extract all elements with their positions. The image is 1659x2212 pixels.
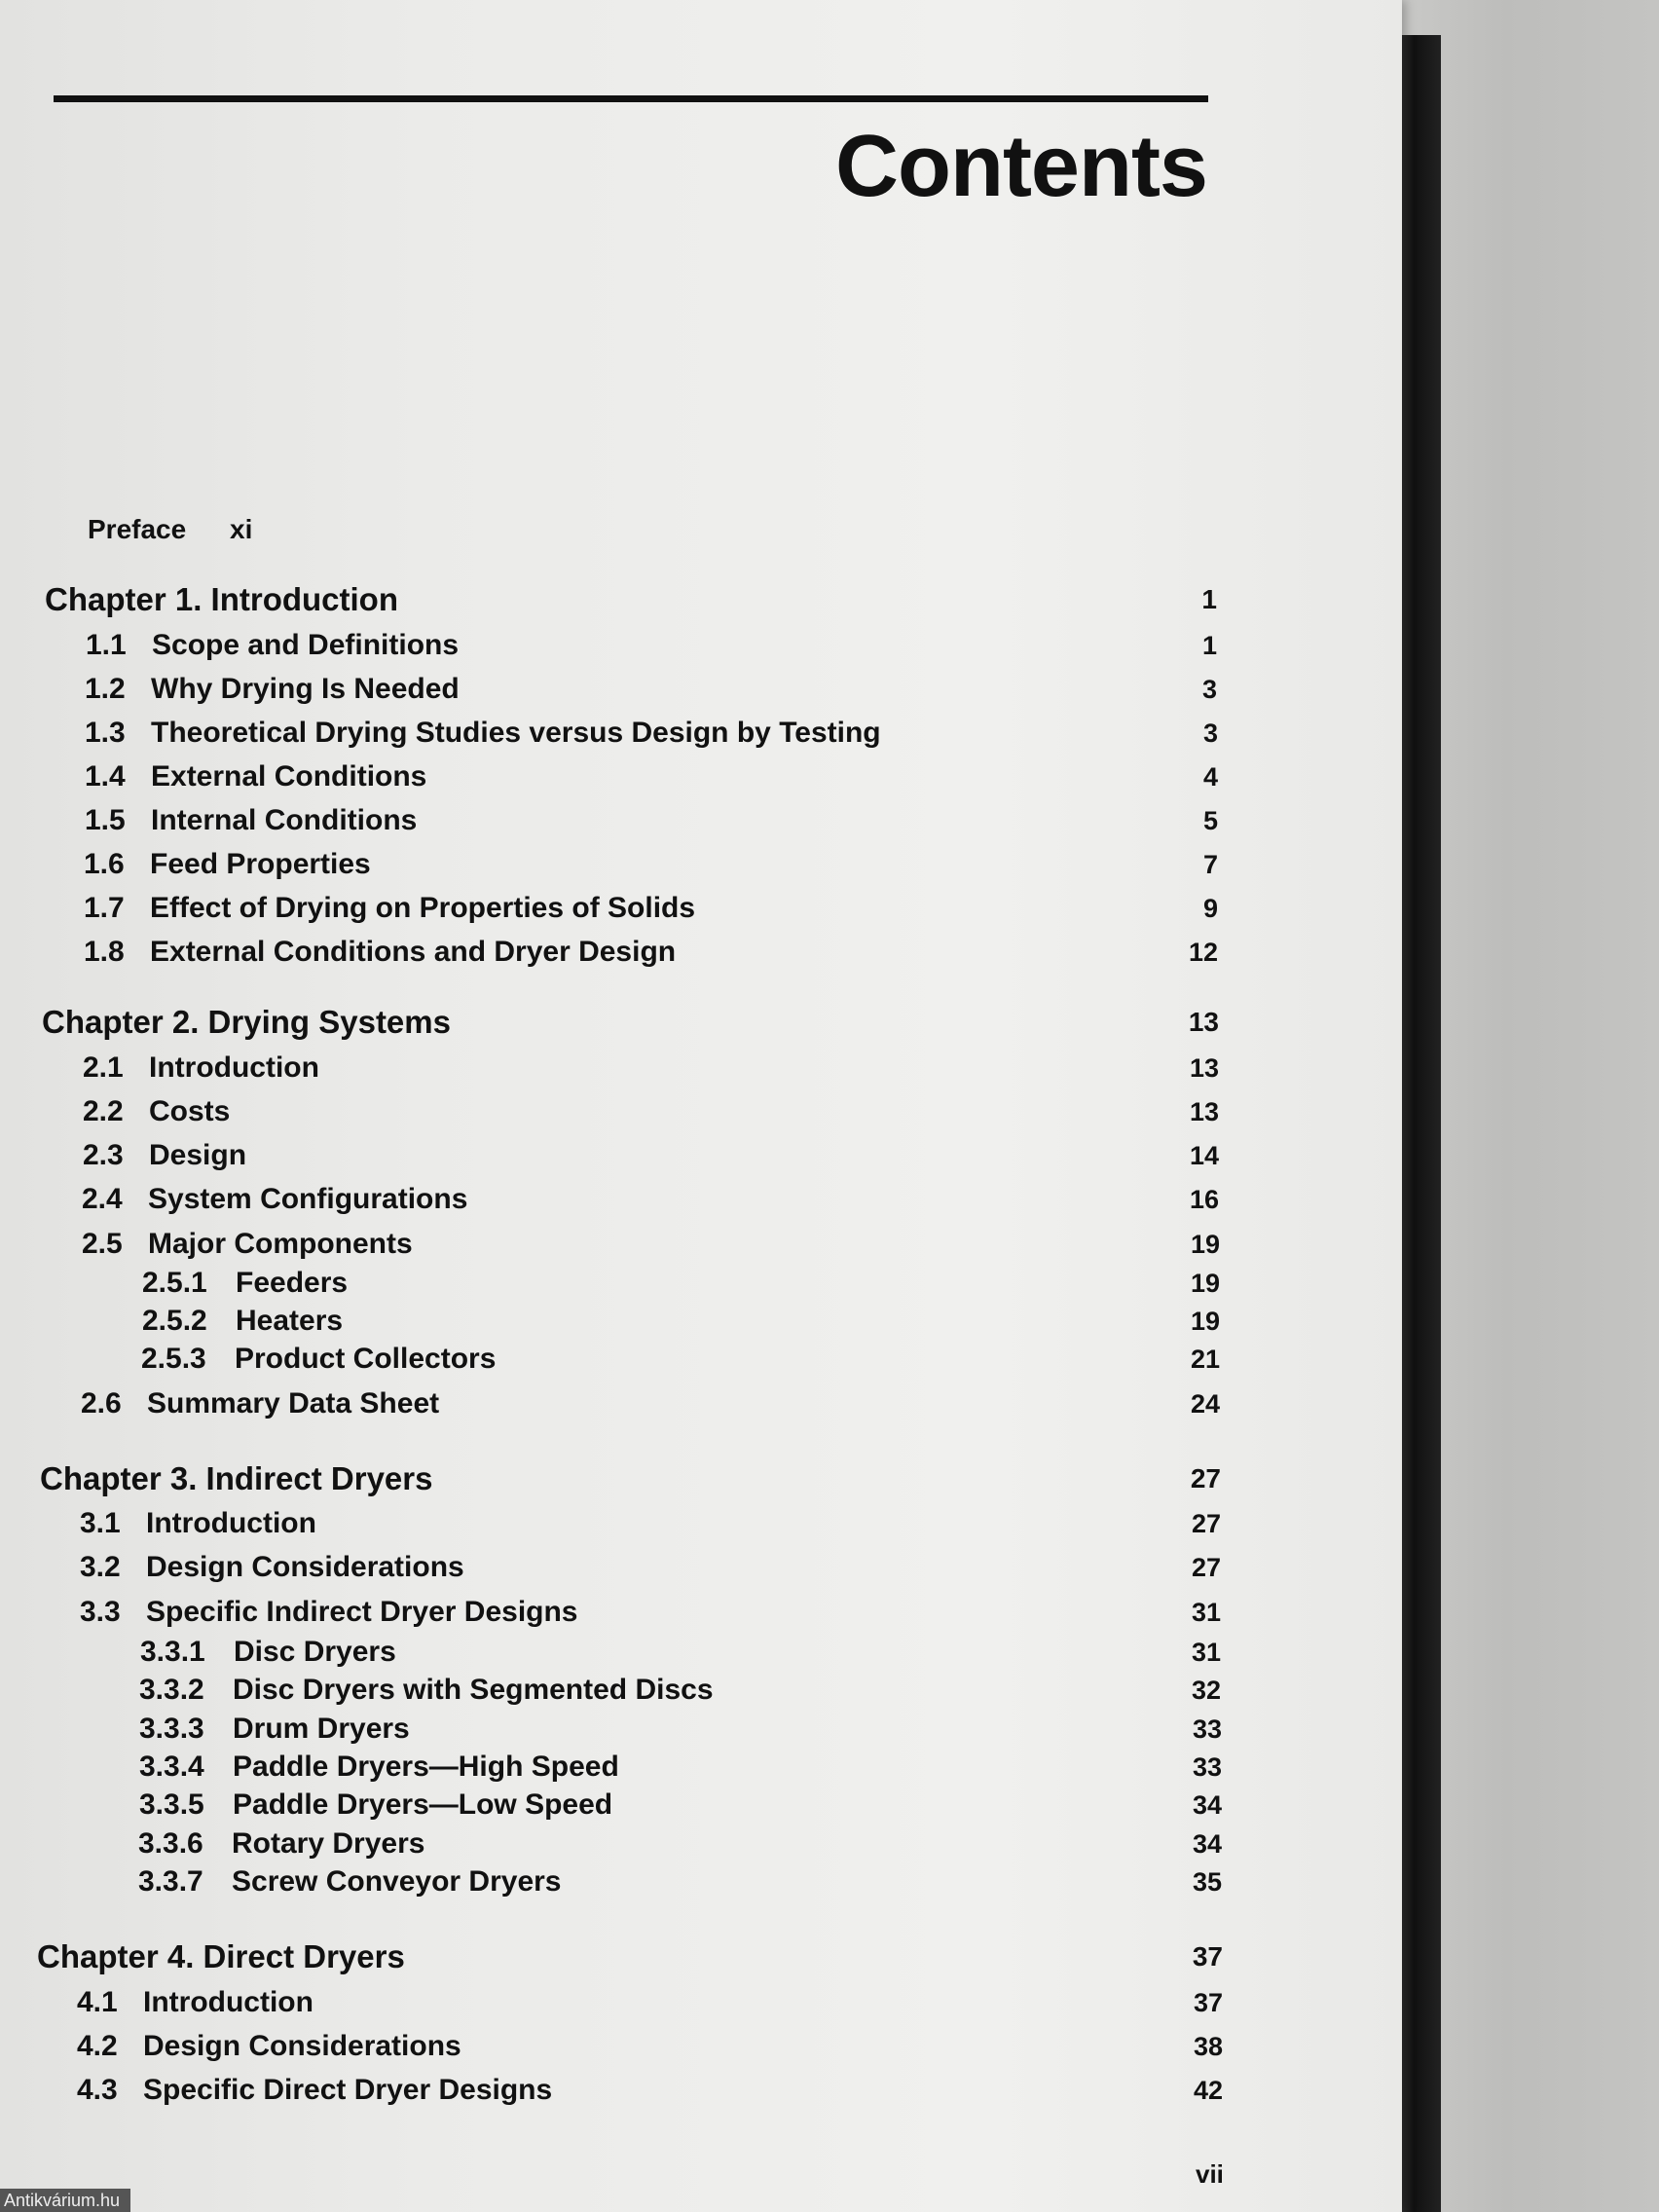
toc-section-entry[interactable] xyxy=(0,2071,1236,2110)
chapter-heading[interactable] xyxy=(0,1459,1236,1498)
chapter-title: Chapter 2. Drying Systems xyxy=(42,1004,451,1040)
toc-subsection-entry[interactable] xyxy=(0,1340,1236,1379)
entry-number: 3.3.4 xyxy=(139,1751,204,1783)
toc-section-entry[interactable] xyxy=(0,1504,1236,1543)
header-rule xyxy=(54,95,1208,102)
entry-number: 2.3 xyxy=(83,1139,124,1171)
entry-title: Internal Conditions xyxy=(151,804,418,836)
toc-section-entry[interactable] xyxy=(0,1384,1236,1423)
entry-title: External Conditions xyxy=(151,760,427,793)
entry-title: Specific Indirect Dryer Designs xyxy=(146,1596,578,1628)
entry-title: Heaters xyxy=(236,1305,344,1337)
watermark: Antikvárium.hu xyxy=(0,2189,130,2212)
toc-subsection-entry[interactable] xyxy=(0,1710,1236,1749)
toc-section-entry[interactable] xyxy=(0,2027,1236,2066)
chapter-heading[interactable] xyxy=(0,1003,1236,1042)
entry-title: Feed Properties xyxy=(150,848,371,880)
entry-number: 3.1 xyxy=(80,1507,121,1539)
entry-number: 2.5 xyxy=(82,1228,123,1260)
entry-title: Theoretical Drying Studies versus Design by Testing xyxy=(151,717,881,749)
toc-section-entry[interactable] xyxy=(0,626,1236,665)
page-title: Contents xyxy=(835,118,1207,215)
entry-number: 2.5.2 xyxy=(142,1305,207,1337)
entry-page-number: 27 xyxy=(1190,1463,1221,1493)
entry-number: 4.1 xyxy=(77,1986,118,2018)
entry-page-number: 27 xyxy=(1191,1509,1221,1538)
entry-title: External Conditions and Dryer Design xyxy=(150,936,677,968)
entry-number: 1.4 xyxy=(85,760,126,793)
toc-subsection-entry[interactable] xyxy=(0,1671,1236,1710)
entry-title: Disc Dryers xyxy=(234,1636,396,1668)
entry-title: Paddle Dryers—Low Speed xyxy=(233,1788,613,1821)
entry-page-number: 13 xyxy=(1189,1097,1219,1126)
entry-number: 3.3.6 xyxy=(138,1827,203,1860)
entry-page-number: 32 xyxy=(1191,1676,1221,1705)
entry-page-number: 37 xyxy=(1193,1988,1223,2017)
entry-title: Screw Conveyor Dryers xyxy=(232,1865,562,1898)
entry-page-number: 19 xyxy=(1190,1307,1220,1336)
toc-section-entry[interactable] xyxy=(0,1180,1236,1219)
entry-number: 3.2 xyxy=(80,1551,121,1583)
toc-section-entry[interactable] xyxy=(0,1593,1236,1632)
entry-title: Introduction xyxy=(146,1507,316,1539)
entry-number: 4.2 xyxy=(77,2030,118,2062)
entry-title: Paddle Dryers—High Speed xyxy=(233,1751,619,1783)
toc-subsection-entry[interactable] xyxy=(0,1862,1236,1901)
entry-title: Introduction xyxy=(149,1051,319,1084)
toc-subsection-entry[interactable] xyxy=(0,1748,1236,1787)
chapter-title: Chapter 4. Direct Dryers xyxy=(37,1938,405,1974)
entry-page-number: 16 xyxy=(1189,1185,1219,1214)
page-folio: vii xyxy=(1196,2159,1224,2189)
entry-page-number: 7 xyxy=(1202,850,1218,879)
entry-title: Costs xyxy=(149,1095,231,1127)
entry-page-number: 37 xyxy=(1192,1941,1223,1972)
toc-subsection-entry[interactable] xyxy=(0,1825,1236,1863)
entry-number: 1.5 xyxy=(85,804,126,836)
entry-page-number: 14 xyxy=(1189,1141,1219,1170)
entry-number: 1.3 xyxy=(85,717,126,749)
toc-section-entry[interactable] xyxy=(0,845,1236,884)
entry-page-number: 4 xyxy=(1202,762,1218,792)
entry-title: Summary Data Sheet xyxy=(147,1387,440,1419)
entry-page-number: 19 xyxy=(1190,1230,1220,1259)
entry-page-number: 42 xyxy=(1193,2076,1223,2105)
entry-page-number: 13 xyxy=(1189,1053,1219,1083)
entry-number: 3.3.5 xyxy=(139,1788,204,1821)
entry-title: Feeders xyxy=(236,1267,349,1299)
entry-title: System Configurations xyxy=(148,1183,468,1215)
entry-page-number: 34 xyxy=(1192,1829,1222,1859)
entry-page-number: 3 xyxy=(1201,675,1217,704)
toc-section-entry[interactable] xyxy=(0,714,1236,753)
toc-section-entry[interactable] xyxy=(0,670,1236,709)
entry-title: Drum Dryers xyxy=(233,1713,410,1745)
entry-page-number: 1 xyxy=(1201,631,1217,660)
chapter-heading[interactable] xyxy=(0,580,1236,619)
entry-page-number: 35 xyxy=(1192,1867,1222,1897)
preface-page: xi xyxy=(230,514,253,544)
entry-page-number: 13 xyxy=(1188,1007,1219,1037)
entry-title: Why Drying Is Needed xyxy=(151,673,460,705)
entry-number: 3.3.7 xyxy=(138,1865,203,1898)
entry-title: Rotary Dryers xyxy=(232,1827,425,1860)
chapter-title: Chapter 1. Introduction xyxy=(45,581,398,617)
entry-page-number: 21 xyxy=(1190,1345,1220,1374)
preface-entry[interactable] xyxy=(0,510,1236,549)
entry-page-number: 5 xyxy=(1202,806,1218,835)
entry-number: 3.3.3 xyxy=(139,1713,204,1745)
entry-number: 2.4 xyxy=(82,1183,123,1215)
toc-section-entry[interactable] xyxy=(0,1136,1236,1175)
entry-page-number: 1 xyxy=(1201,584,1217,614)
toc-section-entry[interactable] xyxy=(0,933,1236,972)
entry-number: 1.1 xyxy=(86,629,127,661)
toc-section-entry[interactable] xyxy=(0,1983,1236,2022)
entry-title: Design Considerations xyxy=(143,2030,461,2062)
entry-page-number: 12 xyxy=(1188,938,1218,967)
entry-title: Design Considerations xyxy=(146,1551,464,1583)
toc-section-entry[interactable] xyxy=(0,801,1236,840)
entry-number: 2.6 xyxy=(81,1387,122,1419)
entry-number: 2.5.3 xyxy=(141,1343,206,1375)
preface-label: Preface xyxy=(88,514,187,544)
entry-title: Scope and Definitions xyxy=(152,629,460,661)
entry-title: Disc Dryers with Segmented Discs xyxy=(233,1674,714,1706)
book-edge xyxy=(1396,35,1441,2212)
entry-number: 2.5.1 xyxy=(142,1267,207,1299)
toc-section-entry[interactable] xyxy=(0,757,1236,796)
entry-number: 3.3.2 xyxy=(139,1674,204,1706)
entry-page-number: 24 xyxy=(1190,1389,1220,1419)
toc-section-entry[interactable] xyxy=(0,1548,1236,1587)
entry-title: Effect of Drying on Properties of Solids xyxy=(150,892,696,924)
toc-subsection-entry[interactable] xyxy=(0,1786,1236,1825)
entry-number: 3.3.1 xyxy=(140,1636,205,1668)
entry-number: 1.7 xyxy=(84,892,125,924)
toc-subsection-entry[interactable] xyxy=(0,1302,1236,1341)
toc-section-entry[interactable] xyxy=(0,1225,1236,1264)
entry-page-number: 33 xyxy=(1192,1752,1222,1782)
entry-title: Design xyxy=(149,1139,247,1171)
entry-number: 2.1 xyxy=(83,1051,124,1084)
entry-title: Major Components xyxy=(148,1228,413,1260)
entry-page-number: 19 xyxy=(1190,1269,1220,1298)
entry-page-number: 38 xyxy=(1193,2032,1223,2061)
entry-number: 1.6 xyxy=(84,848,125,880)
entry-number: 2.2 xyxy=(83,1095,124,1127)
entry-page-number: 34 xyxy=(1192,1790,1222,1820)
toc-section-entry[interactable] xyxy=(0,1049,1236,1088)
entry-page-number: 3 xyxy=(1202,719,1218,748)
entry-page-number: 31 xyxy=(1191,1638,1221,1667)
toc-subsection-entry[interactable] xyxy=(0,1264,1236,1303)
entry-title: Product Collectors xyxy=(235,1343,497,1375)
chapter-heading[interactable] xyxy=(0,1937,1236,1976)
entry-page-number: 27 xyxy=(1191,1553,1221,1582)
entry-page-number: 9 xyxy=(1202,894,1218,923)
entry-number: 1.2 xyxy=(85,673,126,705)
entry-title: Introduction xyxy=(143,1986,313,2018)
entry-number: 4.3 xyxy=(77,2074,118,2106)
entry-title: Specific Direct Dryer Designs xyxy=(143,2074,553,2106)
chapter-title: Chapter 3. Indirect Dryers xyxy=(40,1460,433,1496)
entry-page-number: 31 xyxy=(1191,1598,1221,1627)
toc-subsection-entry[interactable] xyxy=(0,1633,1236,1672)
toc-section-entry[interactable] xyxy=(0,889,1236,928)
entry-number: 3.3 xyxy=(80,1596,121,1628)
entry-number: 1.8 xyxy=(84,936,125,968)
entry-page-number: 33 xyxy=(1192,1714,1222,1744)
toc-section-entry[interactable] xyxy=(0,1092,1236,1131)
